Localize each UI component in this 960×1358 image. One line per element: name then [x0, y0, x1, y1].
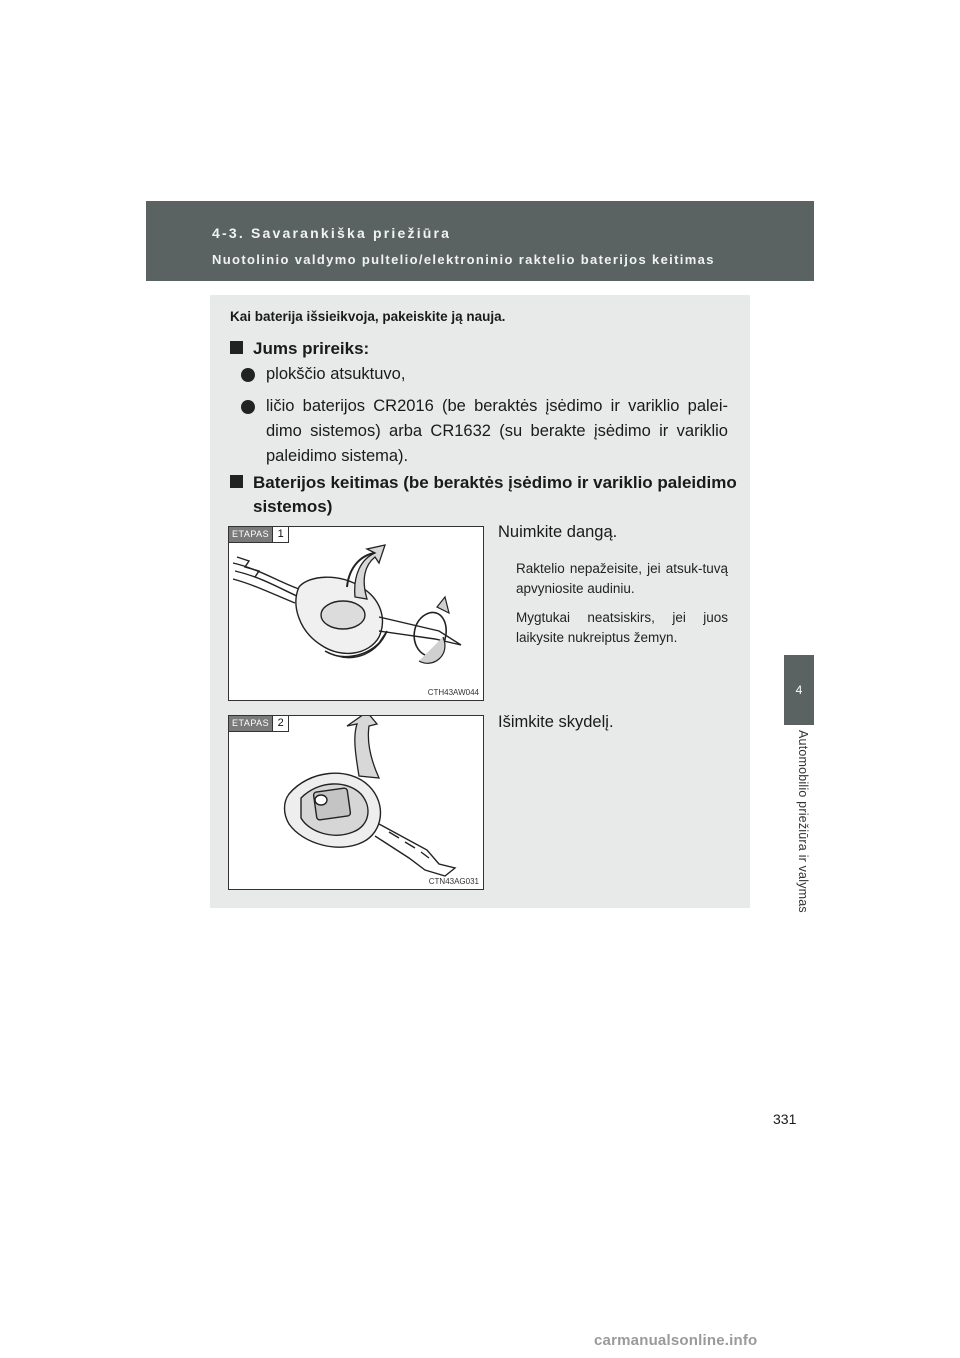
- key-cover-removal-icon: [229, 527, 485, 702]
- list-item: plokščio atsuktuvo,: [266, 362, 728, 387]
- content-panel: [210, 295, 750, 908]
- section-title: 4-3. Savarankiška priežiūra: [212, 225, 452, 241]
- key-panel-removal-icon: [229, 716, 485, 891]
- step-badge: ETAPAS 2: [228, 715, 289, 732]
- step-badge: ETAPAS 1: [228, 526, 289, 543]
- needs-heading: Jums prireiks:: [230, 337, 369, 361]
- step-1-illustration: [228, 526, 484, 701]
- step-1-title: Nuimkite dangą.: [498, 523, 618, 541]
- figure-code: CTH43AW044: [427, 688, 479, 697]
- page-header: [146, 201, 814, 281]
- chapter-tab: 4: [784, 655, 814, 725]
- replace-heading: Baterijos keitimas (be beraktės įsėdimo ir variklio paleidimo sistemos): [230, 471, 753, 519]
- chapter-title: Automobilio priežiūra ir valymas: [796, 730, 810, 913]
- square-bullet-icon: [230, 341, 243, 354]
- step-1-note-2: Mygtukai neatsiskirs, jei juos laikysite nukreiptus žemyn.: [516, 610, 728, 645]
- intro-text: Kai baterija išsieikvoja, pakeiskite ją nauja.: [230, 309, 506, 324]
- bullet-icon: [241, 368, 255, 382]
- section-subtitle: Nuotolinio valdymo pultelio/elektroninio raktelio baterijos keitimas: [212, 252, 715, 267]
- list-item: ličio baterijos CR2016 (be beraktės įsėdimo ir variklio palei-dimo sistemos) arba CR1632 (su berakte įsėdimo ir variklio paleidimo sistema).: [266, 394, 728, 469]
- square-bullet-icon: [230, 475, 243, 488]
- step-2-illustration: [228, 715, 484, 890]
- bullet-icon: [241, 400, 255, 414]
- figure-code: CTN43AG031: [428, 877, 479, 886]
- step-1-note-1: Raktelio nepažeisite, jei atsuk-tuvą apvyniosite audiniu.: [516, 561, 728, 596]
- page-number: 331: [773, 1111, 797, 1127]
- watermark: carmanualsonline.info: [594, 1332, 758, 1349]
- step-2-title: Išimkite skydelį.: [498, 713, 614, 731]
